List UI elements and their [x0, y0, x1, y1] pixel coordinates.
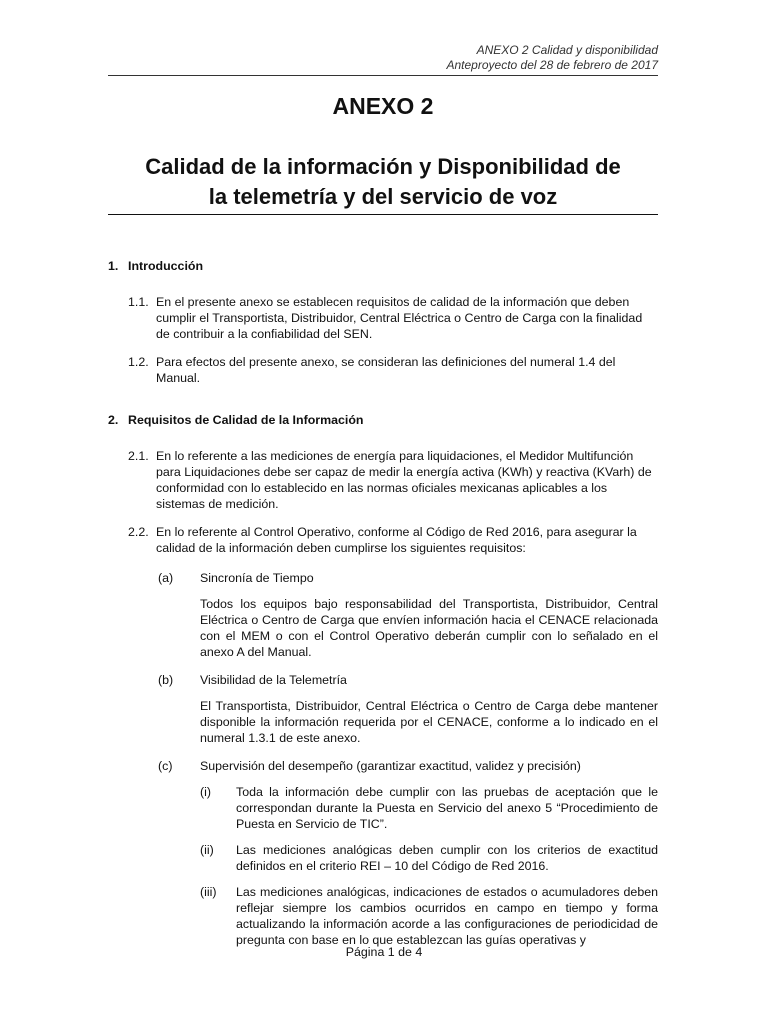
- subclause-title: Visibilidad de la Telemetría: [200, 673, 347, 687]
- item-text: Las mediciones analógicas, indicaciones de estados o acumuladores deben reflejar siempre los cambios ocurridos en campo en tiempo y forma actualizando la información acorde a las configuraciones de periodicidad de pregunta con base en lo que establezcan las guías operativas y: [236, 885, 658, 947]
- clause-1-1: [108, 294, 658, 342]
- title-divider: [108, 214, 658, 215]
- subclause-title: Sincronía de Tiempo: [200, 571, 314, 585]
- item-c-iii: [200, 884, 658, 948]
- subclause-c-heading: [108, 758, 658, 774]
- clause-number: 2.2.: [128, 525, 149, 539]
- clause-number: 1.2.: [128, 355, 149, 369]
- document-body: [108, 258, 658, 958]
- subclause-b-heading: [108, 672, 658, 688]
- item-c-i: [200, 784, 658, 832]
- section-number: 2.: [108, 413, 119, 427]
- clause-number: 1.1.: [128, 295, 149, 309]
- clause-2-2: [108, 524, 658, 556]
- document-title-line-1: Calidad de la información y Disponibilidad de: [145, 154, 621, 179]
- clause-text: En lo referente a las mediciones de energía para liquidaciones, el Medidor Multifunción para Liquidaciones debe ser capaz de medir la energía activa (KWh) y reactiva (KVarh) de conformidad con lo establecido en las normas oficiales mexicanas aplicables a los sistemas de medición.: [156, 449, 652, 511]
- section-number: 1.: [108, 259, 119, 273]
- clause-text: Para efectos del presente anexo, se consideran las definiciones del numeral 1.4 del Manual.: [156, 355, 616, 385]
- subclause-a-heading: [108, 570, 658, 586]
- subclause-b-text: El Transportista, Distribuidor, Central Eléctrica o Centro de Carga debe mantener disponible la información requerida por el CENACE, conforme a lo indicado en el numeral 1.3.1 de este anexo.: [200, 699, 658, 745]
- section-title: Requisitos de Calidad de la Información: [128, 413, 364, 427]
- item-label: (iii): [200, 885, 217, 899]
- section-2-heading: [108, 412, 658, 428]
- item-label: (ii): [200, 843, 214, 857]
- subclause-label: (c): [158, 759, 173, 773]
- section-title: Introducción: [128, 259, 204, 273]
- subclause-a-text: Todos los equipos bajo responsabilidad del Transportista, Distribuidor, Central Eléctrica o Centro de Carga que envíen información hacia el CENACE relacionada con el MEM o con el Control Operativo deberán cumplir con lo señalado en el anexo A del Manual.: [200, 597, 658, 659]
- subclause-label: (b): [158, 673, 174, 687]
- subclause-label: (a): [158, 571, 174, 585]
- clause-text: En lo referente al Control Operativo, conforme al Código de Red 2016, para asegurar la calidad de la información deben cumplirse los siguientes requisitos:: [156, 525, 637, 555]
- item-c-ii: [200, 842, 658, 874]
- clause-number: 2.1.: [128, 449, 149, 463]
- item-text: Toda la información debe cumplir con las pruebas de aceptación que le correspondan durante la Puesta en Servicio del anexo 5 “Procedimiento de Puesta en Servicio de TIC”.: [236, 785, 658, 831]
- clause-2-1: [108, 448, 658, 512]
- header-draft-date: Anteproyecto del 28 de febrero de 2017: [446, 58, 658, 72]
- header-divider: [108, 75, 658, 76]
- annex-title: ANEXO 2: [332, 93, 434, 119]
- item-text: Las mediciones analógicas deben cumplir con los criterios de exactitud definidos en el criterio REI – 10 del Código de Red 2016.: [236, 843, 658, 873]
- section-1-heading: [108, 258, 658, 274]
- subclause-title: Supervisión del desempeño (garantizar exactitud, validez y precisión): [200, 759, 581, 773]
- page-header: [447, 43, 659, 73]
- header-annex-line: ANEXO 2 Calidad y disponibilidad: [476, 43, 658, 57]
- page-number-footer: Página 1 de 4: [345, 945, 423, 959]
- document-title: [108, 152, 658, 212]
- document-title-line-2: la telemetría y del servicio de voz: [208, 184, 558, 209]
- item-label: (i): [200, 785, 212, 799]
- clause-1-2: [108, 354, 658, 386]
- clause-text: En el presente anexo se establecen requisitos de calidad de la información que deben cumplir el Transportista, Distribuidor, Central Eléctrica o Centro de Carga con la finalidad de contribuir a la confiabilidad del SEN.: [156, 295, 643, 341]
